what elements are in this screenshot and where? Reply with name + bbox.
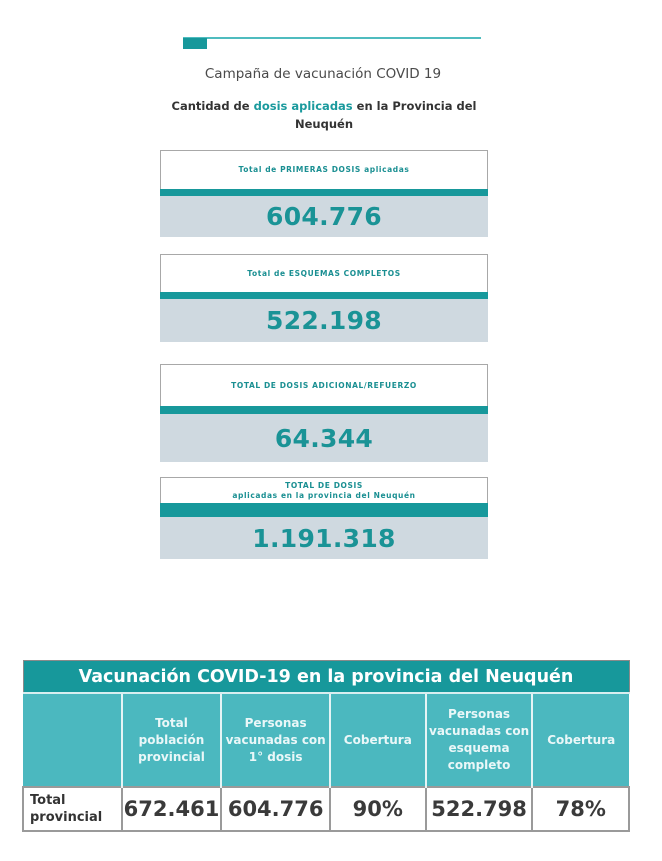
cell-first-dose: 604.776: [221, 787, 330, 831]
cell-coverage-first: 90%: [330, 787, 426, 831]
card-first-doses: [160, 150, 488, 237]
card-divider-bar: [160, 292, 488, 299]
subtitle-prefix: Cantidad de: [171, 99, 254, 113]
card-label-line2: aplicadas en la provincia del Neuquén: [232, 490, 416, 500]
card-label: [160, 150, 488, 189]
header-accent-line: [183, 37, 481, 39]
card-label: [160, 364, 488, 406]
card-label-line1: TOTAL DE DOSIS ADICIONAL/REFUERZO: [231, 380, 417, 390]
card-value: 1.191.318: [160, 517, 488, 559]
column-header-complete-scheme: Personas vacunadas con esquema completo: [426, 693, 533, 787]
column-header-population: Total población provincial: [122, 693, 222, 787]
column-header-coverage-complete: Cobertura: [532, 693, 629, 787]
card-label-line1: Total de ESQUEMAS COMPLETOS: [247, 268, 401, 278]
table-header-row: [23, 693, 629, 787]
subtitle: [160, 97, 488, 133]
card-complete-schemes: [160, 254, 488, 342]
table-row: [23, 787, 629, 831]
card-value: 64.344: [160, 414, 488, 462]
card-label-line1: Total de PRIMERAS DOSIS aplicadas: [238, 165, 410, 174]
cell-coverage-complete: 78%: [532, 787, 629, 831]
table-title-row: [23, 661, 629, 694]
row-label: Total provincial: [23, 787, 122, 831]
card-label: [160, 477, 488, 503]
column-header-empty: [23, 693, 122, 787]
header-accent-block: [183, 38, 207, 49]
subtitle-suffix: en la Provincia del Neuquén: [294, 99, 477, 131]
card-divider-bar: [160, 503, 488, 517]
card-value: 522.198: [160, 299, 488, 342]
card-value: 604.776: [160, 196, 488, 237]
card-additional-booster: [160, 364, 488, 462]
cell-population: 672.461: [122, 787, 222, 831]
card-divider-bar: [160, 189, 488, 196]
vaccination-table: [22, 660, 630, 832]
cell-complete-scheme: 522.798: [426, 787, 533, 831]
table-title: Vacunación COVID-19 en la provincia del Neuquén: [23, 661, 629, 694]
card-label-line1: TOTAL DE DOSIS: [285, 480, 363, 490]
subtitle-highlight: dosis aplicadas: [253, 99, 353, 113]
card-total-doses: [160, 477, 488, 559]
column-header-coverage-first: Cobertura: [330, 693, 426, 787]
card-divider-bar: [160, 406, 488, 414]
card-label: [160, 254, 488, 292]
column-header-first-dose: Personas vacunadas con 1° dosis: [221, 693, 330, 787]
campaign-title: Campaña de vacunación COVID 19: [204, 66, 442, 82]
